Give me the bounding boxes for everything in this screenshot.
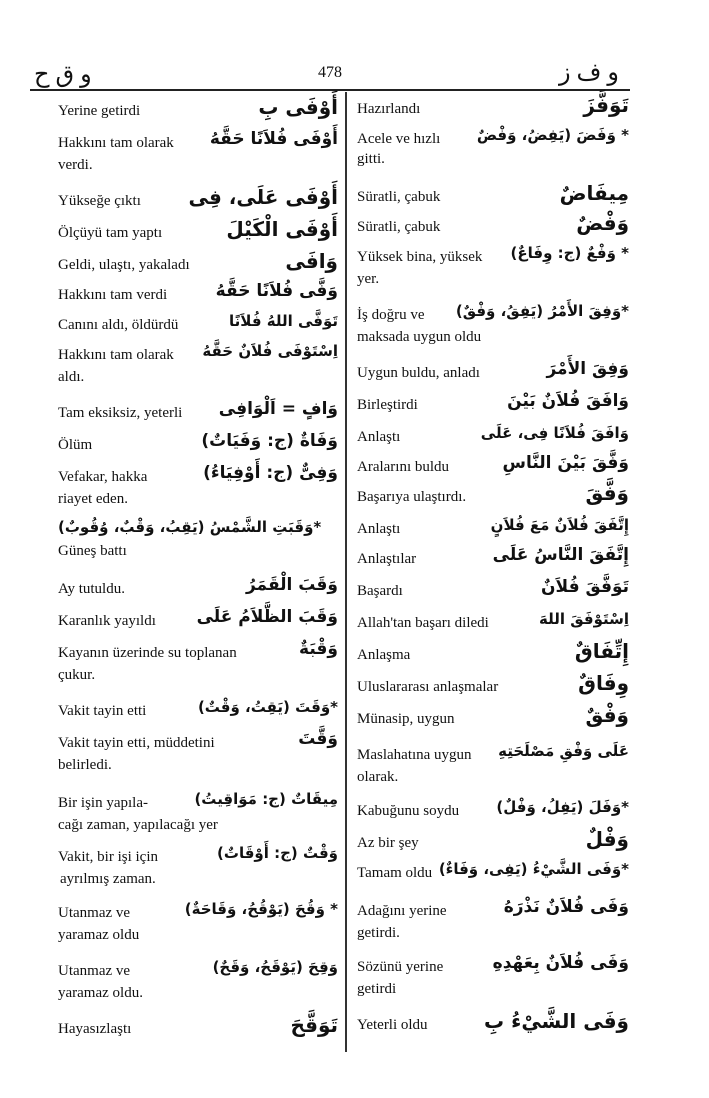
entry-turkish: Allah'tan başarı diledi <box>357 615 489 631</box>
entry-arabic: وَافَقَ فُلاَنًا فِى، عَلَى <box>480 424 629 442</box>
entry <box>357 1009 629 1042</box>
entry-arabic: *وَفَلَ (يَفِلُ، وَفْلٌ) <box>496 798 629 816</box>
entry-turkish: Utanmaz ve <box>58 905 131 921</box>
entry-turkish: Süratli, çabuk <box>357 219 441 235</box>
entry <box>58 464 338 516</box>
entry-arabic: اِسْتَوْفَى فُلاَنٌ حَقَّهُ <box>202 342 338 360</box>
entry-turkish: Vakit tayin etti, müddetini <box>58 735 215 751</box>
page-header <box>0 58 709 88</box>
entry <box>58 432 338 462</box>
entry <box>357 954 629 1006</box>
entry-turkish: Başarıya ulaştırdı. <box>357 489 467 505</box>
entry-arabic: أَوْفَى بِ <box>258 95 338 119</box>
entry-arabic: اِسْتَوْفَقَ اللهَ <box>539 610 629 628</box>
entry-turkish: Yeterli oldu <box>357 1017 428 1033</box>
entry-arabic: وِفَاقٌ <box>578 671 629 695</box>
entry-turkish: Uygun buldu, anladı <box>357 365 480 381</box>
entry-turkish-cont: olarak. <box>357 769 399 785</box>
entry <box>58 516 338 568</box>
entry-turkish: Vefakar, hakka <box>58 469 148 485</box>
entry-turkish-cont: verdi. <box>58 157 93 173</box>
entry-turkish: Vakit tayin etti <box>58 703 147 719</box>
entry <box>58 608 338 638</box>
entry-turkish: Acele ve hızlı <box>357 131 441 147</box>
entry-arabic: وَفَّقَ <box>585 481 629 505</box>
entry <box>357 860 629 890</box>
entry-turkish: Hazırlandı <box>357 101 421 117</box>
entry <box>58 844 338 896</box>
entry <box>357 798 629 828</box>
entry <box>58 790 338 842</box>
entry-arabic: وَقَبَ الْقَمَرُ <box>245 575 338 595</box>
entry-arabic: تَوَفَّزَ <box>583 93 629 117</box>
entry-arabic: *وَفِقَ الأَمْرُ (يَفِقُ، وَفْقٌ) <box>455 302 629 320</box>
entry-arabic: إِتَّفَقَ فُلاَنٌ مَعَ فُلاَنٍ <box>490 516 629 534</box>
entry-turkish: Ay tutuldu. <box>58 581 125 597</box>
entry-arabic: مِيفَاضٌ <box>559 181 629 205</box>
entry <box>58 958 338 1010</box>
entry <box>58 698 338 728</box>
entry-turkish: Hakkını tam olarak <box>58 347 174 363</box>
entry-arabic: وَقِحَ (يَوْقَحُ، وَقَحٌ) <box>212 958 338 976</box>
entry-turkish-cont: yaramaz oldu. <box>58 985 143 1001</box>
entry <box>357 244 629 296</box>
entry-turkish: Az bir şey <box>357 835 419 851</box>
entry <box>58 185 338 218</box>
entry-arabic: وَفِىٌّ (ج: أَوْفِيَاءُ) <box>203 463 338 483</box>
entry <box>357 481 629 514</box>
entry-turkish-cont: getirdi. <box>357 925 400 941</box>
entry <box>58 640 338 692</box>
entry-turkish: Bir işin yapıla- <box>58 795 148 811</box>
entry-arabic: إِتِّفَاقٌ <box>574 639 629 663</box>
entry-turkish: Uluslararası anlaşmalar <box>357 679 499 695</box>
entry-turkish-cont: aldı. <box>58 369 85 385</box>
entry-turkish: Tamam oldu <box>357 865 433 881</box>
entry-turkish: Süratli, çabuk <box>357 189 441 205</box>
entry-turkish: Utanmaz ve <box>58 963 131 979</box>
entry-arabic: وَقَبَ الظَّلاَمُ عَلَى <box>196 607 338 627</box>
entry <box>58 1013 338 1046</box>
entry-arabic: أَوْفَى فُلاَنًا حَقَّهُ <box>209 129 338 149</box>
entry-turkish: Güneş battı <box>58 543 127 559</box>
entry <box>357 360 629 390</box>
page-number: 478 <box>318 64 342 81</box>
entry-turkish: Ölçüyü tam yaptı <box>58 225 163 241</box>
entry-arabic: تَوَقَّحَ <box>290 1013 338 1037</box>
entry-turkish: Birleştirdi <box>357 397 418 413</box>
entry-turkish-cont: maksada uygun oldu <box>357 329 482 345</box>
entry-arabic: مِيقَاتٌ (ج: مَوَاقِيتُ) <box>194 790 338 808</box>
column-divider <box>345 92 347 1052</box>
entry-arabic: *وَفَى الشَّيْءُ (يَفِى، وَفَاءٌ) <box>438 860 629 878</box>
entry-turkish: Hakkını tam olarak <box>58 135 174 151</box>
entry-arabic: وَفَّقَ بَيْنَ النَّاسِ <box>502 453 629 473</box>
entry-turkish: Münasip, uygun <box>357 711 455 727</box>
entry-turkish: Yüksek bina, yüksek <box>357 249 483 265</box>
entry <box>357 578 629 608</box>
entry-turkish: Geldi, ulaştı, yakaladı <box>58 257 190 273</box>
entry-turkish: Karanlık yayıldı <box>58 613 156 629</box>
entry-turkish: İş doğru ve <box>357 307 425 323</box>
entry-arabic: وَافَقَ فُلاَنٌ بَيْنَ <box>507 391 629 411</box>
entry-turkish: Ölüm <box>58 437 93 453</box>
entry <box>357 392 629 422</box>
entry-turkish: Yerine getirdi <box>58 103 141 119</box>
entry <box>58 730 338 782</box>
entry-arabic: وَقْتٌ (ج: أَوْقَاتٌ) <box>217 844 338 862</box>
entry <box>58 342 338 394</box>
entry <box>357 302 629 354</box>
entry-arabic: وَقْبَةٌ <box>299 639 338 659</box>
header-rule <box>30 89 630 91</box>
entry-arabic: * وَفْعٌ (ج: وِفَاعٌ) <box>510 244 629 262</box>
entry-turkish-cont: ayrılmış zaman. <box>60 871 156 887</box>
entry-arabic: *وَقَبَتِ الشَّمْسُ (يَقِبُ، وَقْبٌ، وُقُوبٌ) <box>58 518 322 536</box>
entry-turkish-cont: cağı zaman, yapılacağı yer <box>58 817 218 833</box>
entry <box>58 130 338 182</box>
entry <box>58 400 338 430</box>
entry-turkish-cont: belirledi. <box>58 757 112 773</box>
entry-turkish-cont: getirdi <box>357 981 397 997</box>
entry-arabic: * وَفَضَ (يَفِضُ، وَفْضٌ <box>476 126 629 144</box>
entry <box>357 546 629 576</box>
entry <box>357 742 629 794</box>
entry-arabic: وَفَى الشَّيْءُ بِ <box>484 1009 629 1033</box>
entry-turkish: Vakit, bir işi için <box>58 849 158 865</box>
entry-arabic: وَفْلٌ <box>585 827 629 851</box>
entry-turkish: Anlaştılar <box>357 551 417 567</box>
entry-turkish: Yükseğe çıktı <box>58 193 141 209</box>
entry-turkish: Sözünü yerine <box>357 959 444 975</box>
entry-arabic: وَفْضٌ <box>576 211 629 235</box>
entry-turkish: Anlaştı <box>357 429 401 445</box>
entry-turkish: Tam eksiksiz, yeterli <box>58 405 183 421</box>
header-left-letters: و ق ح <box>34 62 92 88</box>
entry <box>58 900 338 952</box>
entry-turkish-cont: çukur. <box>58 667 96 683</box>
entry <box>357 703 629 736</box>
entry-arabic: إِتَّفَقَ النَّاسُ عَلَى <box>492 545 629 565</box>
entry-turkish-cont: riayet eden. <box>58 491 128 507</box>
entry-arabic: وَافٍ = اَلْوَافِى <box>218 399 338 419</box>
entry-turkish: Aralarını buldu <box>357 459 450 475</box>
entry-turkish-cont: yaramaz oldu <box>58 927 140 943</box>
entry-turkish: Hakkını tam verdi <box>58 287 168 303</box>
entry-turkish-cont: gitti. <box>357 151 385 167</box>
entry-turkish-cont: yer. <box>357 271 380 287</box>
entry-arabic: وَافَى <box>285 249 338 273</box>
entry-arabic: * وَقُحَ (يَوْقُحُ، وَقَاحَةٌ) <box>184 900 338 918</box>
entry-arabic: عَلَى وَفْقِ مَصْلَحَتِهِ <box>498 742 629 760</box>
entry-arabic: وَفَى فُلاَنٌ نَذْرَهُ <box>503 897 629 917</box>
entry-turkish: Hayasızlaştı <box>58 1021 132 1037</box>
entry-turkish: Adağını yerine <box>357 903 447 919</box>
entry-turkish: Canını aldı, öldürdü <box>58 317 179 333</box>
entry-turkish: Anlaştı <box>357 521 401 537</box>
entry <box>357 898 629 950</box>
entry-arabic: وَفِقَ الأَمْرَ <box>546 359 629 379</box>
entry-turkish: Başardı <box>357 583 403 599</box>
entry-arabic: وَفْقٌ <box>585 703 629 727</box>
entry-arabic: تَوَفَّقَ فُلاَنٌ <box>541 577 629 597</box>
entry <box>58 217 338 250</box>
entry <box>357 639 629 672</box>
entry-turkish: Maslahatına uygun <box>357 747 472 763</box>
entry-arabic: وَفَّى فُلاَنًا حَقَّهُ <box>215 281 338 301</box>
entry <box>357 610 629 640</box>
entry-arabic: أَوْفَى عَلَى، فِى <box>188 185 338 209</box>
entry-turkish: Anlaşma <box>357 647 411 663</box>
entry-arabic: وَفَى فُلاَنٌ بِعَهْدِهِ <box>492 953 629 973</box>
entry-arabic: وَفَاةٌ (ج: وَفَيَاتٌ) <box>201 431 338 451</box>
entry-turkish: Kabuğunu soydu <box>357 803 460 819</box>
entry <box>58 95 338 128</box>
entry <box>357 671 629 704</box>
entry <box>58 576 338 606</box>
entry-arabic: وَقَّتَ <box>298 729 338 749</box>
entry-turkish: Kayanın üzerinde su toplanan <box>58 645 237 661</box>
entry <box>357 126 629 178</box>
entry-arabic: تَوَفَّى اللهُ فُلاَنًا <box>229 312 338 330</box>
entry-arabic: أَوْفَى الْكَيْلَ <box>226 217 338 241</box>
entry-arabic: *وَقَتَ (يَقِتُ، وَقْتٌ) <box>197 698 338 716</box>
header-right-letters: و ف ز <box>558 60 619 86</box>
